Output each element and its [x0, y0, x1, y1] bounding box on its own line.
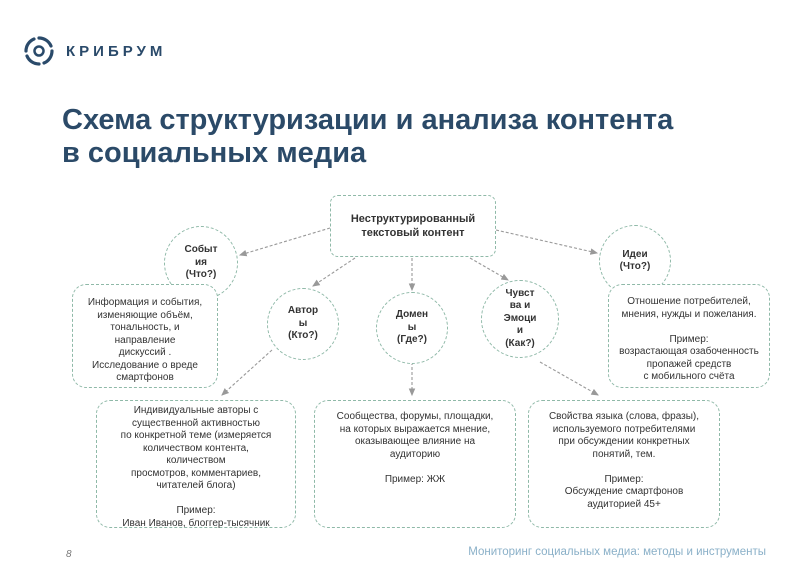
brand-name: КРИБРУМ [66, 42, 167, 60]
edge-root-events [240, 228, 330, 255]
footer-caption: Мониторинг социальных медиа: методы и инструменты [468, 546, 766, 558]
detail-feelings: Свойства языка (слова, фразы), используемого потребителями при обсуждении конкретных понятий, тем. Пример: Обсуждение смартфонов аудиторией 45+ [528, 400, 720, 528]
edge-authors-detail [222, 350, 272, 395]
node-feelings-label: Чувст ва и Эмоци и (Как?) [503, 287, 537, 349]
edge-root-feelings [470, 258, 508, 280]
page-number: 8 [66, 549, 72, 560]
detail-ideas: Отношение потребителей, мнения, нужды и пожелания. Пример: возрастающая озабоченность пропажей средств с мобильного счёта [608, 284, 770, 388]
detail-authors: Индивидуальные авторы с существенной активностью по конкретной теме (измеряется количеством контента, количеством просмотров, комментариев, читателей блога) Пример: Иван Иванов, блоггер-тысячник [96, 400, 296, 528]
edge-feelings-detail [540, 362, 598, 395]
root-node-unstructured-content [330, 195, 496, 257]
node-events-label: Событ ия (Что?) [184, 244, 218, 281]
node-feelings [481, 280, 559, 358]
detail-events: Информация и события, изменяющие объём, тональность, и направление дискуссий . Исследование о вреде смартфонов [72, 284, 218, 388]
edge-root-authors [313, 258, 355, 286]
title-line-2: в социальных медиа [62, 137, 367, 169]
node-domains-label: Домен ы (Где?) [395, 309, 429, 346]
title-line-1: Схема структуризации и анализа контента [62, 104, 674, 136]
root-label: Неструктурированный текстовый контент [350, 213, 476, 239]
edge-root-ideas [496, 230, 597, 253]
node-authors-label: Автор ы (Кто?) [287, 305, 319, 342]
node-authors [267, 288, 339, 360]
node-domains [376, 292, 448, 364]
detail-domains: Сообщества, форумы, площадки, на которых выражается мнение, оказывающее влияние на аудиторию Пример: ЖЖ [314, 400, 516, 528]
node-ideas-label: Идеи (Что?) [619, 248, 651, 272]
